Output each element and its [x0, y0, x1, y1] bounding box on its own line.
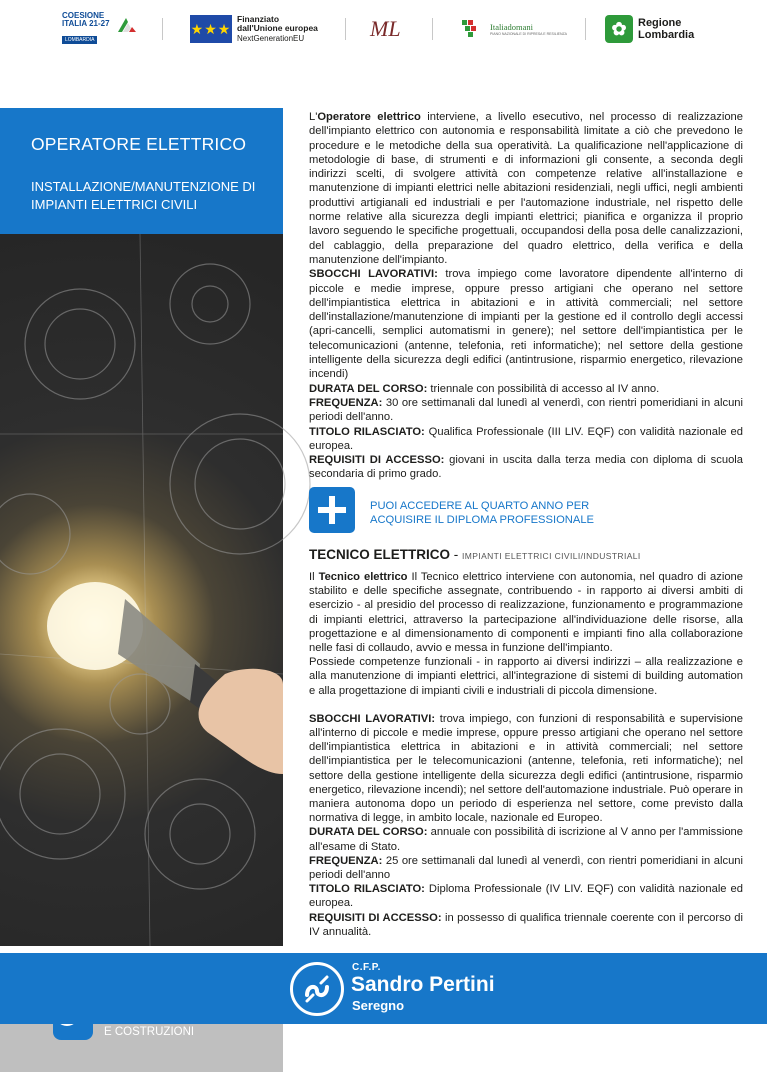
- eu-nextgen-logo: [190, 12, 330, 46]
- tecnico-durata: [309, 825, 743, 853]
- course-title-box: [0, 108, 283, 234]
- course-title: OPERATORE ELETTRICO: [31, 134, 247, 154]
- tecnico-dash: -: [450, 547, 462, 562]
- operatore-sbocchi: [309, 267, 743, 381]
- coesione-line1: COESIONE: [62, 11, 105, 20]
- footer-cfp: C.F.P.: [352, 962, 381, 973]
- coesione-line2: ITALIA 21-27: [62, 19, 110, 28]
- plus-icon: [309, 487, 355, 533]
- cfp-logo-icon: [290, 962, 344, 1016]
- ministry-labour-logo: [370, 12, 410, 46]
- tecnico-intro2: Possiede competenze funzionali - in rapporto ai diversi indirizzi – alla realizzazione e alla manutenzione di impianti elettrici, all'integrazione di sistemi di building automation e alla progettazione di impianti civili e industriali di piccola dimensione.: [309, 656, 743, 697]
- durata-text: annuale con possibilità di iscrizione al V anno per l'ammissione all'esame di Stato.: [309, 826, 743, 853]
- logo-divider: [585, 18, 586, 40]
- eu-line3: NextGenerationEU: [237, 33, 305, 43]
- coesione-italia-logo: [62, 12, 138, 46]
- logo-divider: [162, 18, 163, 40]
- operatore-description: [309, 110, 743, 482]
- intro-bold: Tecnico elettrico: [318, 571, 408, 583]
- operatore-durata: [309, 382, 743, 396]
- regione-lombardia-icon: ✿: [605, 15, 633, 43]
- logo-divider: [345, 18, 346, 40]
- regione-lombardia-logo: [605, 12, 715, 46]
- tecnico-subtitle: IMPIANTI ELETTRICI CIVILI/INDUSTRIALI: [462, 551, 641, 561]
- titolo-text: Diploma Professionale (IV LIV. EQF) con validità nazionale ed europea.: [309, 883, 743, 910]
- sbocchi-text: trova impiego come lavoratore dipendente all'interno di piccole e medie imprese, oppure presso artigiani che operano nel settore dell'impiantistica elettrica in abitazioni e in attività commerciali; nel settore dell'installazione/manutenzione di impianti per la gestione ed il controllo degli accessi (apri-cancelli, semplici automatismi in genere); nel settore dell'impiantistica per le telecomunicazioni (antenne, telefonia, reti informatiche); nel settore della gestione intelligente della sicurezza degli edifici (antintrusione, risparmio energetico, rilevazione incendi): [309, 268, 743, 381]
- quarto-line2: ACQUISIRE IL DIPLOMA PROFESSIONALE: [370, 514, 595, 526]
- requisiti-label: REQUISITI DI ACCESSO:: [309, 911, 442, 924]
- sbocchi-text: trova impiego, con funzioni di responsabilità e supervisione all'interno di piccole e medie imprese, oppure presso artigiani che operano nel settore dell'impiantistica elettrica in abitazioni e in attività commerciali; nel settore dell'impiantistica per le telecomunicazioni (antenne, telefonia, reti informatiche); nel settore della gestione intelligente della sicurezza degli edifici (antintrusione, risparmio energetico, rilevazione incendi); nel settore dell'automazione industriale. Può operare in maniera autonoma dopo un periodo di esperienza nel settore, come previsto dalla normativa di legge, in ambito locale, nazionale ed Europeo.: [309, 712, 743, 825]
- tecnico-title: TECNICO ELETTRICO: [309, 547, 450, 562]
- italiadomani-name: Italiadomani: [490, 22, 533, 32]
- footer-school-name: Sandro Pertini: [351, 973, 495, 996]
- eu-flag-icon: ★★★: [190, 15, 232, 43]
- sector-line3: E COSTRUZIONI: [104, 1026, 195, 1038]
- intro-bold: Operatore elettrico: [317, 111, 421, 123]
- durata-label: DURATA DEL CORSO:: [309, 826, 428, 839]
- titolo-label: TITOLO RILASCIATO:: [309, 425, 425, 438]
- tecnico-frequenza: [309, 854, 743, 882]
- intro-text: interviene, a livello esecutivo, nel processo di realizzazione dell'impianto elettrico con autonomia e responsabilità limitate a ciò che prevedono le procedure e le metodiche della sua operatività. La qualificazione nell'applicazione di metodologie di base, di strumenti e di informazioni gli consente, a seconda degli indirizzi scelti, di svolgere attività con competenze relative all'installazione e manutenzione di impianti elettrici nelle abitazioni residenziali, negli uffici, negli ambienti produttivi artigianali ed industriali e per l'automazione industriale, nel rispetto delle norme relative alla sicurezza degli impianti elettrici; pianifica e organizza il proprio lavoro seguendo le specifiche progettuali, occupandosi della posa delle canalizzazioni, del cablaggio, della preparazione del quadro elettrico, della verifica e della manutenzione dell'impianto.: [309, 111, 743, 266]
- quarto-anno-callout: [309, 487, 743, 533]
- intro-text: Il Tecnico elettrico interviene con autonomia, nel quadro di azione stabilito e delle specifiche assegnate, contribuendo - in rapporto ai diversi ambiti di esercizio - al presidio del processo di realizzazione, funzionamento e programmazione di impianti elettrici, attraverso la partecipazione all'individuazione delle risorse, alla progettazione e al dimensionamento di componenti e impianti fino alla collaborazione nelle fasi di collaudo, avvio e messa in funzione dell'impianto.: [309, 571, 743, 655]
- logo-divider: [432, 18, 433, 40]
- operatore-intro: [309, 110, 743, 267]
- durata-text: triennale con possibilità di accesso al IV anno.: [427, 382, 660, 395]
- tecnico-intro: [309, 570, 743, 655]
- course-subtitle: INSTALLAZIONE/MANUTENZIONE DI IMPIANTI ELETTRICI CIVILI: [31, 179, 256, 212]
- requisiti-text: giovani in uscita dalla terza media con diploma di scuola secondaria di primo grado.: [309, 454, 743, 481]
- italiadomani-icon: [460, 16, 486, 42]
- regione-line2: Lombardia: [638, 29, 695, 41]
- frequenza-label: FREQUENZA:: [309, 854, 383, 867]
- quarto-line1: PUOI ACCEDERE AL QUARTO ANNO PER: [370, 500, 590, 512]
- italiadomani-logo: [460, 12, 568, 46]
- intro-prefix: Il: [309, 571, 319, 583]
- sbocchi-label: SBOCCHI LAVORATIVI:: [309, 268, 438, 281]
- gears-illustration: [0, 234, 283, 946]
- requisiti-label: REQUISITI DI ACCESSO:: [309, 454, 445, 467]
- regione-line1: Regione: [638, 17, 682, 29]
- frequenza-text: 25 ore settimanali dal lunedì al venerdì, con rientri pomeridiani in alcuni periodi dell'anno: [309, 854, 743, 882]
- ml-mark: ML: [370, 16, 401, 41]
- operatore-frequenza: [309, 396, 743, 425]
- frequenza-label: FREQUENZA:: [309, 396, 383, 409]
- eu-line1: Finanziato: [237, 13, 280, 24]
- footer: [0, 953, 767, 1024]
- intro-prefix: L': [309, 111, 318, 123]
- footer-city: Seregno: [352, 998, 405, 1013]
- italy-flag-icon: [116, 14, 138, 36]
- lightbulb-gears-photo: [0, 234, 283, 1038]
- italiadomani-tag: PIANO NAZIONALE DI RIPRESA E RESILIENZA: [490, 32, 568, 36]
- left-panel: [0, 108, 283, 1038]
- tecnico-sbocchi: [309, 712, 743, 826]
- coesione-badge: LOMBARDIA: [62, 36, 97, 44]
- titolo-text: Qualifica Professionale (III LIV. EQF) con validità nazionale ed europea.: [309, 425, 743, 452]
- tecnico-heading: [309, 546, 743, 564]
- tecnico-requisiti: [309, 911, 743, 939]
- tecnico-description: [309, 570, 743, 939]
- titolo-label: TITOLO RILASCIATO:: [309, 883, 425, 896]
- sbocchi-label: SBOCCHI LAVORATIVI:: [309, 712, 436, 725]
- partner-logos-bar: [0, 0, 767, 58]
- operatore-titolo: [309, 425, 743, 454]
- tecnico-titolo: [309, 882, 743, 910]
- durata-label: DURATA DEL CORSO:: [309, 382, 428, 395]
- operatore-requisiti: [309, 453, 743, 482]
- paragraph-gap: [309, 698, 743, 712]
- requisiti-text: in possesso di qualifica triennale coerente con il percorso di IV annualità.: [309, 911, 743, 938]
- frequenza-text: 30 ore settimanali dal lunedì al venerdì, con rientri pomeridiani in alcuni periodi dell'anno.: [309, 396, 743, 424]
- eu-line2: dall'Unione europea: [237, 23, 318, 34]
